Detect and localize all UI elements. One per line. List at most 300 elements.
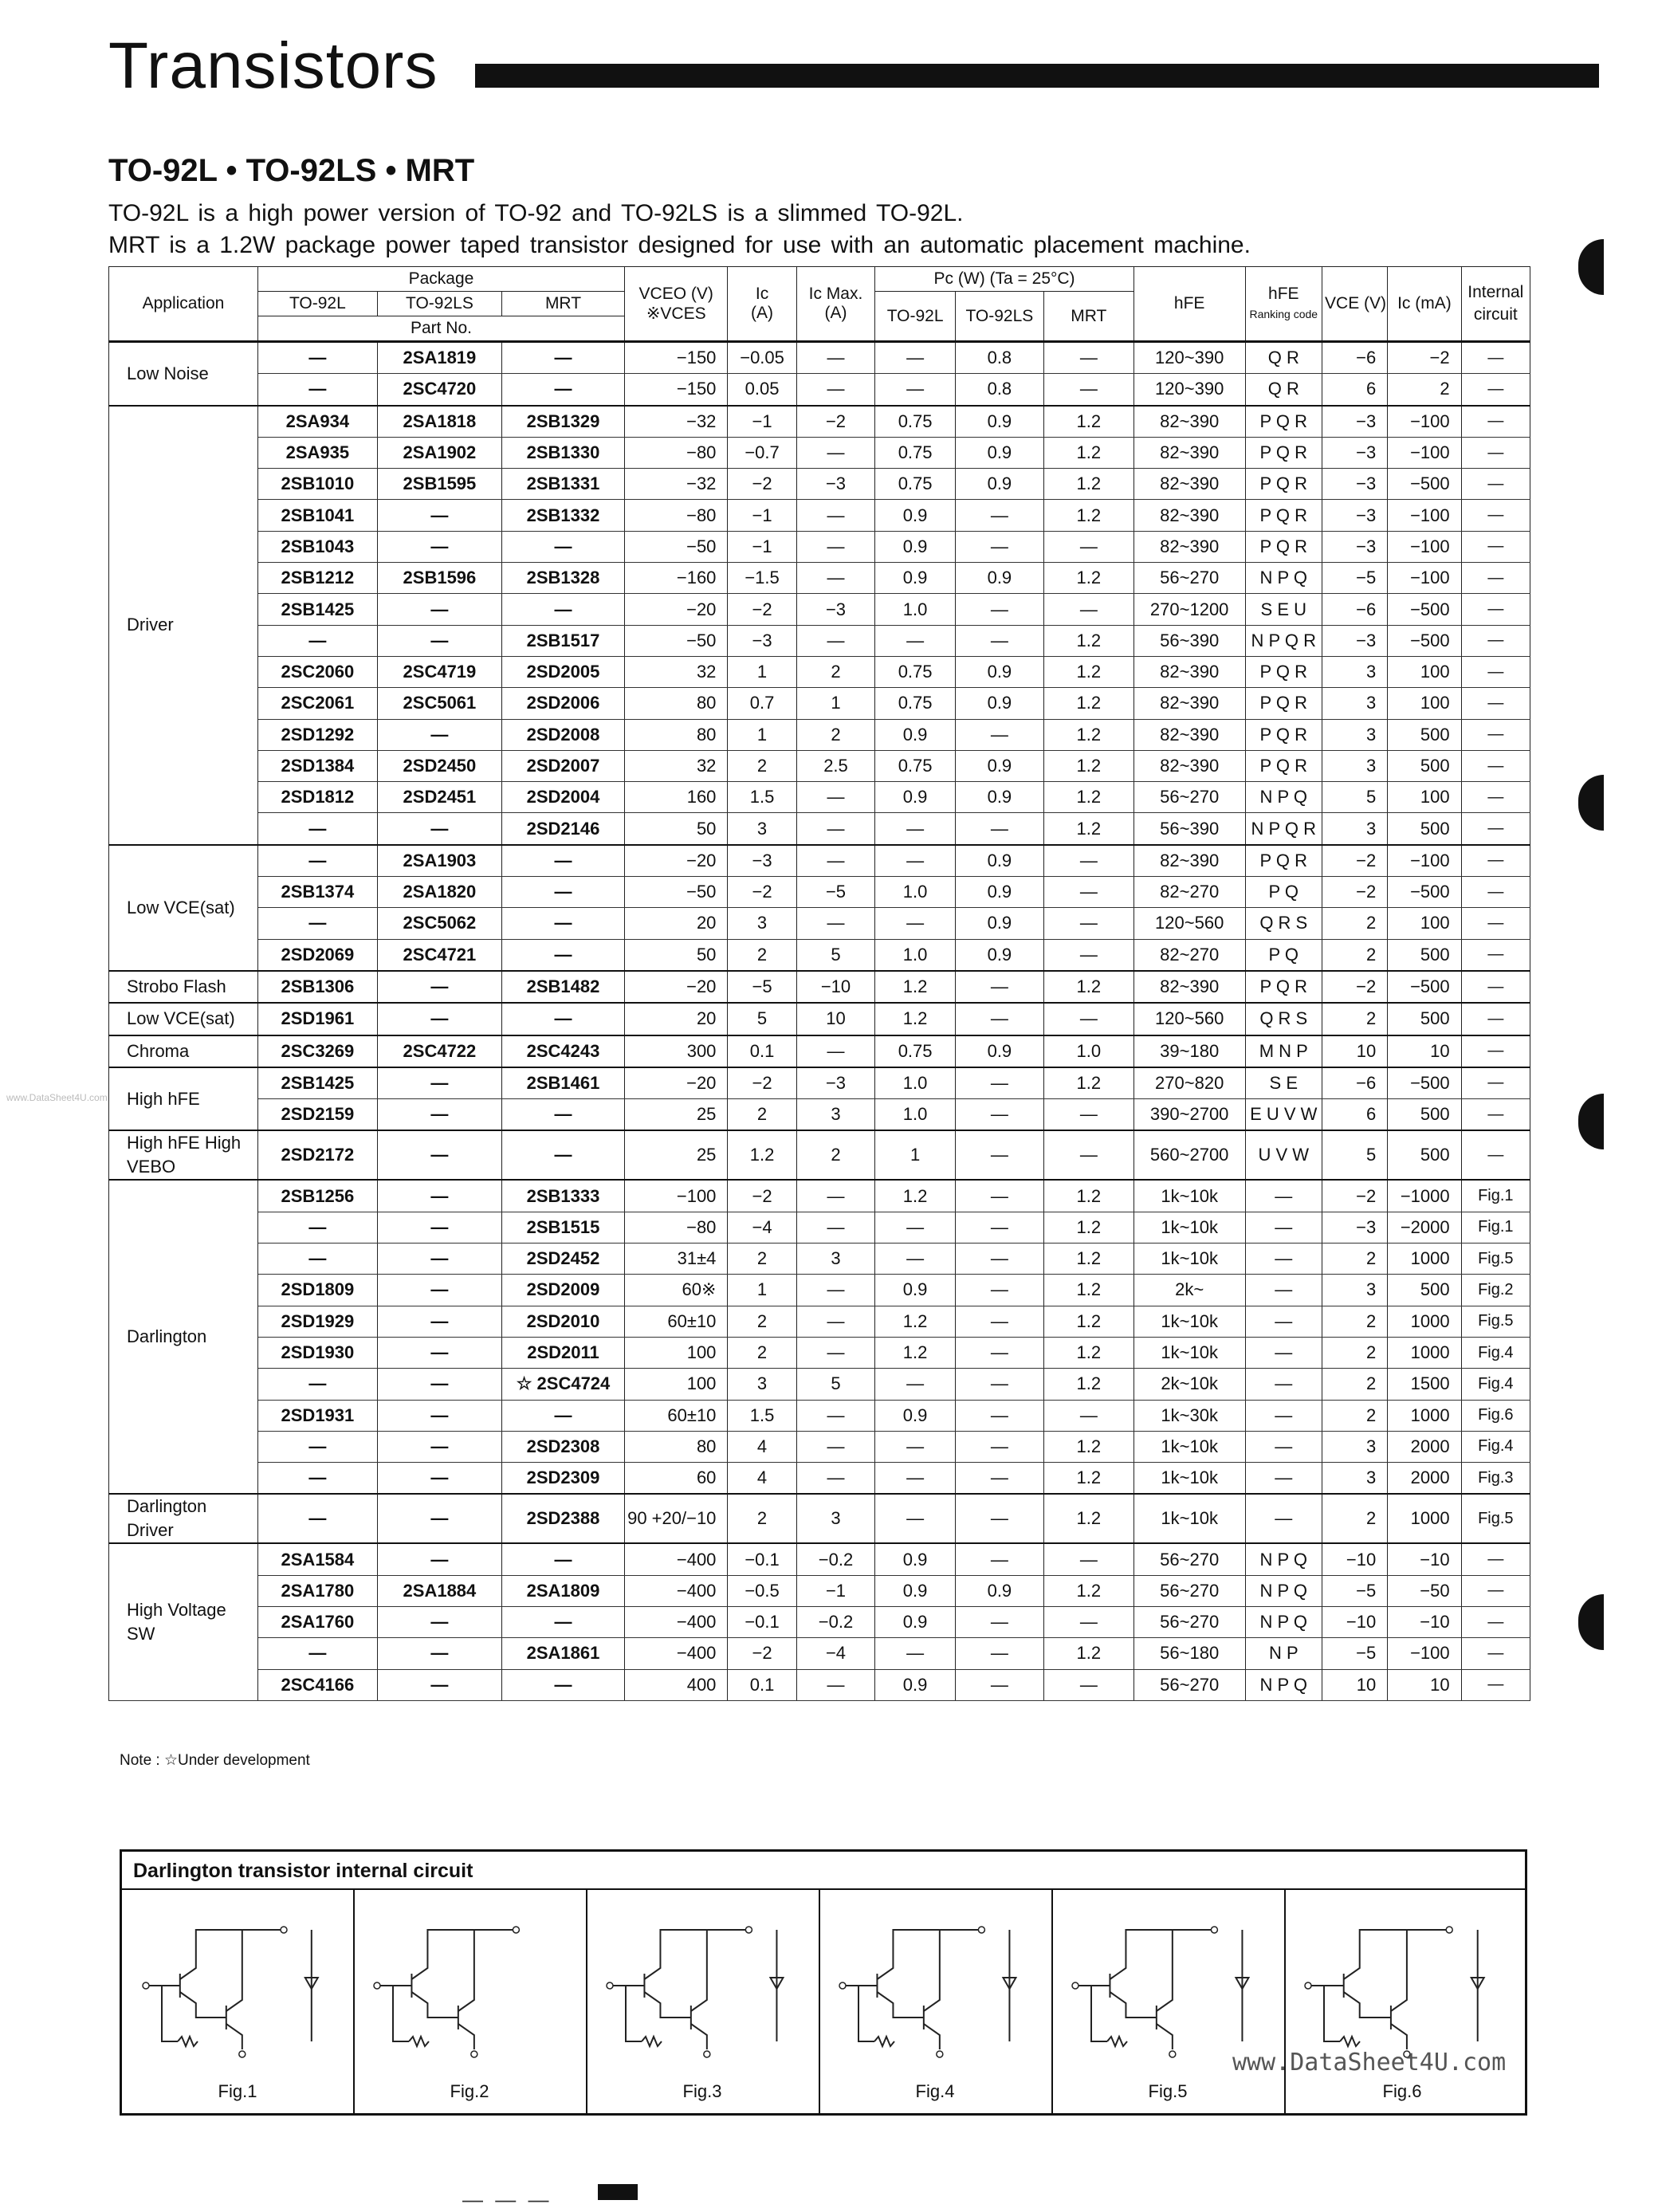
cell-to92ls: — <box>377 813 501 845</box>
cell-vce: −5 <box>1322 1575 1388 1606</box>
table-row <box>109 1431 1530 1462</box>
cell-pc-mrt: — <box>1043 531 1133 562</box>
cell-vceo: −400 <box>625 1543 728 1575</box>
cell-pc-to92ls: 0.9 <box>955 1575 1043 1606</box>
cell-vceo: 32 <box>625 750 728 781</box>
cell-pc-mrt: 1.2 <box>1043 1180 1133 1212</box>
cell-ic-ma: 500 <box>1388 750 1461 781</box>
cell-internal: — <box>1461 845 1530 877</box>
cell-hfe: 120~560 <box>1133 1003 1245 1035</box>
cell-mrt: 2SB1461 <box>501 1067 624 1099</box>
cell-to92l: 2SA934 <box>257 406 377 438</box>
cell-hfe: 56~270 <box>1133 1606 1245 1637</box>
cell-mrt: 2SD2388 <box>501 1494 624 1543</box>
cell-to92l: — <box>257 1463 377 1495</box>
cell-pc-mrt: 1.2 <box>1043 750 1133 781</box>
cell-vce: 3 <box>1322 750 1388 781</box>
cell-pc-mrt: 1.2 <box>1043 625 1133 656</box>
cell-icmax: — <box>796 500 875 531</box>
cell-pc-mrt: 1.0 <box>1043 1035 1133 1067</box>
cell-to92l: 2SA1780 <box>257 1575 377 1606</box>
cell-rank: — <box>1245 1463 1322 1495</box>
cell-hfe: 270~1200 <box>1133 594 1245 625</box>
cell-ic-ma: −500 <box>1388 625 1461 656</box>
cell-to92ls: — <box>377 1337 501 1368</box>
cell-mrt: 2SB1331 <box>501 469 624 500</box>
cell-rank: N P Q <box>1245 1543 1322 1575</box>
table-row <box>109 342 1530 374</box>
cell-to92ls: 2SA1820 <box>377 877 501 908</box>
cell-to92l: — <box>257 1369 377 1400</box>
cell-rank: P Q R <box>1245 406 1322 438</box>
cell-mrt: — <box>501 939 624 971</box>
cell-ic: −1.5 <box>728 563 796 594</box>
cell-mrt: 2SD2452 <box>501 1244 624 1275</box>
cell-ic: −0.05 <box>728 342 796 374</box>
cell-to92ls: 2SD2451 <box>377 782 501 813</box>
cell-rank: N P <box>1245 1638 1322 1669</box>
cell-vce: −3 <box>1322 469 1388 500</box>
application-cell: Strobo Flash <box>109 971 258 1003</box>
darlington-schematic <box>819 1890 1051 2073</box>
cell-vce: −5 <box>1322 1638 1388 1669</box>
cell-to92ls: — <box>377 1003 501 1035</box>
cell-vce: 5 <box>1322 782 1388 813</box>
cell-vceo: −50 <box>625 531 728 562</box>
header-application: Application <box>109 267 258 342</box>
cell-pc-to92l: 0.75 <box>875 656 956 687</box>
header-hfe-rank: hFE Ranking code <box>1245 267 1322 342</box>
cell-ic: 1 <box>728 656 796 687</box>
cell-ic: −0.1 <box>728 1606 796 1637</box>
cell-icmax: — <box>796 813 875 845</box>
cell-ic: −2 <box>728 1180 796 1212</box>
cell-pc-to92ls: 0.8 <box>955 374 1043 406</box>
cell-mrt: 2SB1515 <box>501 1212 624 1243</box>
cell-ic: −0.1 <box>728 1543 796 1575</box>
cell-ic-ma: −100 <box>1388 531 1461 562</box>
cell-pc-mrt: 1.2 <box>1043 813 1133 845</box>
cell-internal: — <box>1461 437 1530 468</box>
cell-to92l: 2SA935 <box>257 437 377 468</box>
cell-hfe: 56~390 <box>1133 813 1245 845</box>
cell-mrt: 2SD2146 <box>501 813 624 845</box>
cell-pc-to92ls: 0.8 <box>955 342 1043 374</box>
cell-ic: 0.1 <box>728 1669 796 1700</box>
cell-pc-to92ls: 0.9 <box>955 563 1043 594</box>
transistor-spec-table <box>108 266 1530 1701</box>
cell-vce: −6 <box>1322 1067 1388 1099</box>
cell-vce: 2 <box>1322 939 1388 971</box>
cell-vceo: 80 <box>625 719 728 750</box>
cell-ic: 2 <box>728 1337 796 1368</box>
cell-hfe: 56~270 <box>1133 782 1245 813</box>
cell-pc-to92ls: — <box>955 1494 1043 1543</box>
cell-internal: Fig.1 <box>1461 1180 1530 1212</box>
cell-to92ls: — <box>377 1606 501 1637</box>
cell-internal: Fig.5 <box>1461 1306 1530 1337</box>
cell-ic: 2 <box>728 1494 796 1543</box>
cell-hfe: 82~390 <box>1133 500 1245 531</box>
cell-to92l: — <box>257 813 377 845</box>
cell-pc-to92ls: — <box>955 1180 1043 1212</box>
cell-mrt: — <box>501 1400 624 1431</box>
cell-internal: — <box>1461 877 1530 908</box>
cell-to92ls: 2SC4720 <box>377 374 501 406</box>
table-row <box>109 500 1530 531</box>
cell-ic-ma: 10 <box>1388 1669 1461 1700</box>
cell-icmax: — <box>796 1212 875 1243</box>
cell-vce: −6 <box>1322 594 1388 625</box>
cell-pc-mrt: — <box>1043 877 1133 908</box>
cell-vce: −2 <box>1322 845 1388 877</box>
cell-pc-to92l: 0.9 <box>875 719 956 750</box>
cell-to92ls: — <box>377 1463 501 1495</box>
cell-hfe: 1k~10k <box>1133 1494 1245 1543</box>
cell-vce: 3 <box>1322 1275 1388 1306</box>
cell-to92ls: — <box>377 1543 501 1575</box>
cell-to92ls: — <box>377 594 501 625</box>
cell-vce: −3 <box>1322 406 1388 438</box>
cell-pc-mrt: 1.2 <box>1043 1431 1133 1462</box>
cell-pc-mrt: 1.2 <box>1043 719 1133 750</box>
cell-hfe: 270~820 <box>1133 1067 1245 1099</box>
cell-to92ls: — <box>377 1431 501 1462</box>
page-number: — — — <box>462 2187 552 2211</box>
cell-to92ls: — <box>377 719 501 750</box>
cell-to92ls: 2SA1902 <box>377 437 501 468</box>
cell-icmax: 2 <box>796 719 875 750</box>
cell-to92ls: — <box>377 625 501 656</box>
cell-ic-ma: −100 <box>1388 563 1461 594</box>
cell-icmax: 5 <box>796 939 875 971</box>
table-row <box>109 1035 1530 1067</box>
cell-pc-to92l: 1.0 <box>875 1099 956 1131</box>
cell-vceo: 400 <box>625 1669 728 1700</box>
cell-ic: −3 <box>728 845 796 877</box>
cell-rank: P Q <box>1245 939 1322 971</box>
cell-icmax: 10 <box>796 1003 875 1035</box>
cell-pc-mrt: 1.2 <box>1043 1369 1133 1400</box>
cell-ic: 5 <box>728 1003 796 1035</box>
table-row <box>109 719 1530 750</box>
cell-vceo: −400 <box>625 1575 728 1606</box>
intro-line-2: MRT is a 1.2W package power taped transistor designed for use with an automatic placement machine. <box>108 232 1251 258</box>
cell-vceo: 90 +20/−10 <box>625 1494 728 1543</box>
header-ic: Ic (A) <box>728 267 796 342</box>
cell-mrt: 2SA1809 <box>501 1575 624 1606</box>
cell-ic-ma: −2 <box>1388 342 1461 374</box>
cell-icmax: — <box>796 1400 875 1431</box>
cell-icmax: −2 <box>796 406 875 438</box>
header-icmax: Ic Max. (A) <box>796 267 875 342</box>
cell-ic-ma: −100 <box>1388 500 1461 531</box>
cell-hfe: 39~180 <box>1133 1035 1245 1067</box>
cell-mrt: 2SB1328 <box>501 563 624 594</box>
cell-rank: N P Q <box>1245 1575 1322 1606</box>
cell-mrt: 2SB1332 <box>501 500 624 531</box>
cell-pc-to92ls: 0.9 <box>955 437 1043 468</box>
cell-ic-ma: 2000 <box>1388 1431 1461 1462</box>
cell-to92ls: — <box>377 531 501 562</box>
cell-mrt: — <box>501 1003 624 1035</box>
cell-internal: Fig.5 <box>1461 1494 1530 1543</box>
cell-internal: — <box>1461 750 1530 781</box>
cell-ic-ma: −500 <box>1388 971 1461 1003</box>
intro-line-1: TO-92L is a high power version of TO-92 and TO-92LS is a slimmed TO-92L. <box>108 200 964 226</box>
cell-vce: −3 <box>1322 437 1388 468</box>
cell-to92l: 2SB1425 <box>257 594 377 625</box>
cell-internal: — <box>1461 594 1530 625</box>
cell-rank: N P Q <box>1245 563 1322 594</box>
cell-mrt: 2SB1330 <box>501 437 624 468</box>
cell-vce: 2 <box>1322 908 1388 939</box>
cell-vce: 5 <box>1322 1130 1388 1180</box>
table-row <box>109 1212 1530 1243</box>
table-row <box>109 1067 1530 1099</box>
cell-hfe: 56~270 <box>1133 563 1245 594</box>
cell-pc-to92ls: — <box>955 1463 1043 1495</box>
cell-rank: M N P <box>1245 1035 1322 1067</box>
cell-ic: 1 <box>728 1275 796 1306</box>
figure-label: Fig.4 <box>915 2081 955 2101</box>
cell-rank: N P Q <box>1245 782 1322 813</box>
cell-icmax: 1 <box>796 688 875 719</box>
cell-pc-to92ls: — <box>955 719 1043 750</box>
cell-to92l: 2SB1010 <box>257 469 377 500</box>
cell-hfe: 1k~10k <box>1133 1180 1245 1212</box>
cell-pc-to92l: 0.9 <box>875 1575 956 1606</box>
cell-hfe: 120~560 <box>1133 908 1245 939</box>
cell-vce: 10 <box>1322 1669 1388 1700</box>
cell-to92l: 2SD1812 <box>257 782 377 813</box>
cell-vceo: 80 <box>625 1431 728 1462</box>
cell-vceo: −80 <box>625 1212 728 1243</box>
cell-vce: 6 <box>1322 374 1388 406</box>
circuit-figure <box>122 1890 355 2113</box>
cell-ic: 4 <box>728 1463 796 1495</box>
cell-icmax: — <box>796 1463 875 1495</box>
cell-vceo: −400 <box>625 1638 728 1669</box>
cell-pc-mrt: — <box>1043 594 1133 625</box>
cell-mrt: 2SD2009 <box>501 1275 624 1306</box>
cell-icmax: −3 <box>796 469 875 500</box>
cell-vceo: −50 <box>625 877 728 908</box>
cell-pc-to92ls: — <box>955 1638 1043 1669</box>
cell-internal: — <box>1461 908 1530 939</box>
cell-mrt: 2SD2006 <box>501 688 624 719</box>
cell-internal: — <box>1461 688 1530 719</box>
cell-mrt: 2SC4243 <box>501 1035 624 1067</box>
cell-icmax: −3 <box>796 1067 875 1099</box>
cell-pc-to92ls: — <box>955 1244 1043 1275</box>
cell-ic-ma: 10 <box>1388 1035 1461 1067</box>
cell-internal: Fig.3 <box>1461 1463 1530 1495</box>
cell-pc-to92l: — <box>875 625 956 656</box>
cell-rank: U V W <box>1245 1130 1322 1180</box>
cell-vceo: 50 <box>625 939 728 971</box>
cell-ic: −2 <box>728 1638 796 1669</box>
table-row <box>109 1306 1530 1337</box>
cell-ic-ma: 500 <box>1388 1099 1461 1131</box>
cell-ic: 2 <box>728 1306 796 1337</box>
cell-internal: — <box>1461 1099 1530 1131</box>
cell-vce: −3 <box>1322 531 1388 562</box>
cell-ic: 1.2 <box>728 1130 796 1180</box>
cell-pc-mrt: — <box>1043 342 1133 374</box>
cell-to92ls: 2SD2450 <box>377 750 501 781</box>
cell-hfe: 56~270 <box>1133 1669 1245 1700</box>
cell-ic-ma: 100 <box>1388 782 1461 813</box>
cell-vce: −2 <box>1322 877 1388 908</box>
cell-to92ls: 2SB1595 <box>377 469 501 500</box>
cell-mrt: 2SD2004 <box>501 782 624 813</box>
cell-mrt: 2SD2011 <box>501 1337 624 1368</box>
cell-pc-mrt: 1.2 <box>1043 656 1133 687</box>
cell-icmax: 5 <box>796 1369 875 1400</box>
table-row <box>109 1543 1530 1575</box>
cell-vceo: 60 <box>625 1463 728 1495</box>
cell-pc-to92l: 1.2 <box>875 971 956 1003</box>
cell-mrt: — <box>501 1606 624 1637</box>
cell-pc-to92l: 0.9 <box>875 563 956 594</box>
side-watermark: www.DataSheet4U.com <box>6 1092 108 1103</box>
cell-hfe: 1k~10k <box>1133 1337 1245 1368</box>
cell-internal: — <box>1461 406 1530 438</box>
cell-pc-mrt: 1.2 <box>1043 971 1133 1003</box>
cell-to92ls: 2SC4722 <box>377 1035 501 1067</box>
cell-vceo: 50 <box>625 813 728 845</box>
header-part-no: Part No. <box>257 316 624 342</box>
cell-icmax: −4 <box>796 1638 875 1669</box>
cell-pc-mrt: 1.2 <box>1043 1494 1133 1543</box>
cell-pc-to92l: 1.2 <box>875 1306 956 1337</box>
cell-icmax: −1 <box>796 1575 875 1606</box>
cell-pc-to92l: 1.0 <box>875 594 956 625</box>
cell-pc-to92ls: 0.9 <box>955 688 1043 719</box>
cell-to92ls: — <box>377 1400 501 1431</box>
cell-ic: 2 <box>728 750 796 781</box>
cell-vceo: 60※ <box>625 1275 728 1306</box>
cell-hfe: 1k~10k <box>1133 1244 1245 1275</box>
cell-to92ls: — <box>377 1067 501 1099</box>
cell-rank: — <box>1245 1180 1322 1212</box>
cell-pc-to92l: — <box>875 1431 956 1462</box>
cell-internal: — <box>1461 342 1530 374</box>
application-cell: High hFE High VEBO <box>109 1130 258 1180</box>
cell-pc-mrt: — <box>1043 908 1133 939</box>
cell-rank: — <box>1245 1212 1322 1243</box>
footer-block <box>598 2184 638 2200</box>
cell-pc-to92ls: 0.9 <box>955 469 1043 500</box>
cell-ic-ma: −100 <box>1388 437 1461 468</box>
header-to92l: TO-92L <box>257 292 377 316</box>
cell-mrt: — <box>501 374 624 406</box>
cell-to92l: 2SD2069 <box>257 939 377 971</box>
cell-vceo: 20 <box>625 908 728 939</box>
cell-to92ls: 2SC5061 <box>377 688 501 719</box>
cell-to92ls: — <box>377 1669 501 1700</box>
cell-vce: 3 <box>1322 1431 1388 1462</box>
cell-vceo: 25 <box>625 1130 728 1180</box>
cell-vce: −3 <box>1322 500 1388 531</box>
cell-ic: −2 <box>728 469 796 500</box>
intro-text <box>108 198 1543 261</box>
darlington-schematic <box>122 1890 353 2073</box>
cell-ic-ma: 2 <box>1388 374 1461 406</box>
cell-internal: — <box>1461 1669 1530 1700</box>
cell-vce: −10 <box>1322 1606 1388 1637</box>
cell-rank: N P Q <box>1245 1606 1322 1637</box>
cell-to92ls: — <box>377 1275 501 1306</box>
cell-vce: 2 <box>1322 1003 1388 1035</box>
cell-mrt: — <box>501 1669 624 1700</box>
cell-vceo: 60±10 <box>625 1306 728 1337</box>
table-row <box>109 406 1530 438</box>
cell-rank: S E U <box>1245 594 1322 625</box>
table-row <box>109 1130 1530 1180</box>
figure-label: Fig.1 <box>218 2081 257 2101</box>
cell-ic-ma: 500 <box>1388 1275 1461 1306</box>
cell-hfe: 56~270 <box>1133 1543 1245 1575</box>
cell-pc-to92l: — <box>875 1463 956 1495</box>
cell-pc-mrt: 1.2 <box>1043 1306 1133 1337</box>
application-cell: High hFE <box>109 1067 258 1131</box>
cell-ic: −0.7 <box>728 437 796 468</box>
table-row <box>109 1400 1530 1431</box>
cell-pc-to92ls: 0.9 <box>955 908 1043 939</box>
cell-to92ls: — <box>377 1369 501 1400</box>
cell-mrt: — <box>501 1099 624 1131</box>
cell-icmax: −5 <box>796 877 875 908</box>
cell-vce: 2 <box>1322 1400 1388 1431</box>
cell-pc-to92ls: — <box>955 1431 1043 1462</box>
cell-pc-to92ls: 0.9 <box>955 406 1043 438</box>
cell-rank: — <box>1245 1400 1322 1431</box>
application-cell: High Voltage SW <box>109 1543 258 1700</box>
cell-internal: — <box>1461 782 1530 813</box>
cell-to92l: 2SD1929 <box>257 1306 377 1337</box>
cell-ic: −1 <box>728 531 796 562</box>
cell-vceo: 25 <box>625 1099 728 1131</box>
cell-vceo: 100 <box>625 1337 728 1368</box>
cell-ic-ma: 500 <box>1388 719 1461 750</box>
table-row <box>109 688 1530 719</box>
table-row <box>109 531 1530 562</box>
cell-vceo: −150 <box>625 374 728 406</box>
cell-mrt: 2SB1333 <box>501 1180 624 1212</box>
cell-pc-to92l: 0.75 <box>875 406 956 438</box>
cell-to92ls: 2SA1819 <box>377 342 501 374</box>
cell-vceo: 20 <box>625 1003 728 1035</box>
cell-pc-to92ls: 0.9 <box>955 750 1043 781</box>
cell-to92l: 2SD2172 <box>257 1130 377 1180</box>
cell-icmax: 2 <box>796 1130 875 1180</box>
header-ic-ma: Ic (mA) <box>1388 267 1461 342</box>
cell-vceo: 160 <box>625 782 728 813</box>
cell-hfe: 1k~10k <box>1133 1306 1245 1337</box>
cell-pc-to92ls: — <box>955 1400 1043 1431</box>
cell-vceo: 80 <box>625 688 728 719</box>
cell-pc-to92ls: — <box>955 1099 1043 1131</box>
cell-internal: — <box>1461 939 1530 971</box>
cell-hfe: 56~390 <box>1133 625 1245 656</box>
application-cell: Darlington Driver <box>109 1494 258 1543</box>
cell-to92ls: — <box>377 1494 501 1543</box>
cell-hfe: 2k~10k <box>1133 1369 1245 1400</box>
cell-pc-mrt: 1.2 <box>1043 563 1133 594</box>
cell-icmax: — <box>796 1306 875 1337</box>
